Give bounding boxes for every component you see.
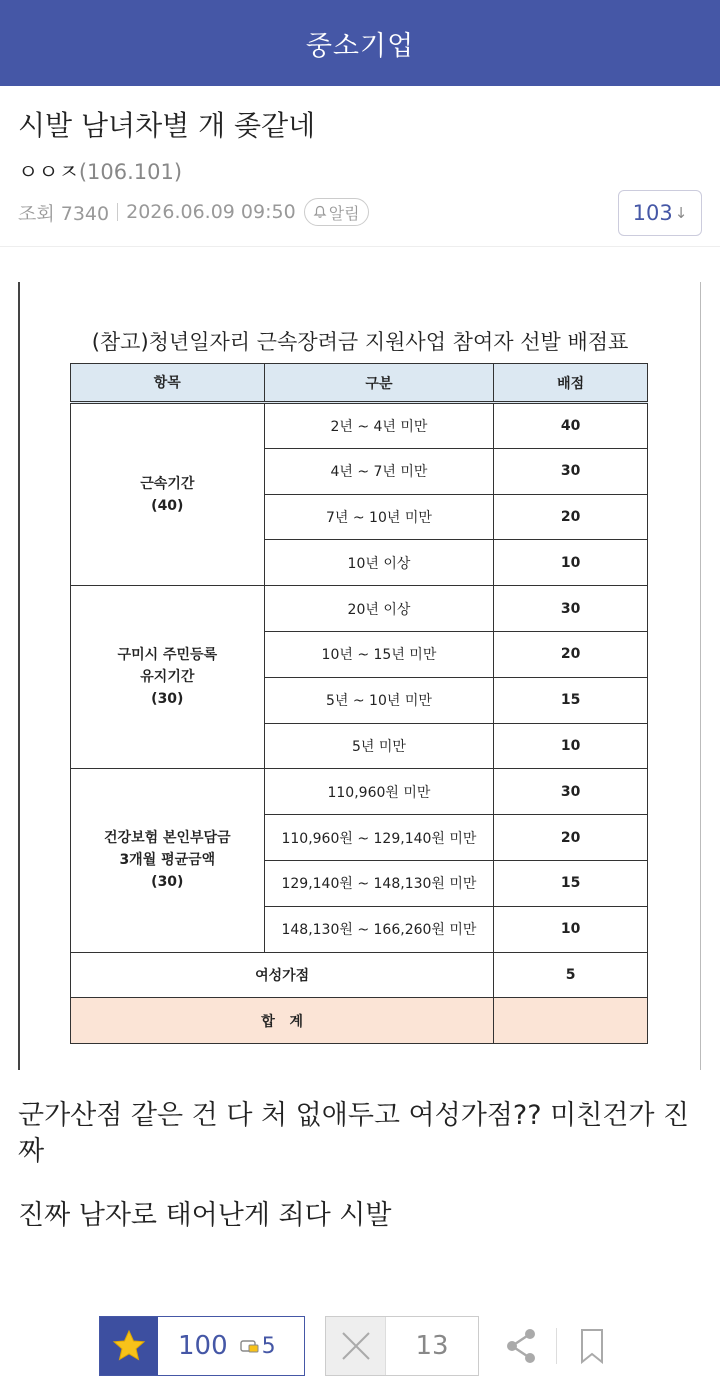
table-header-score: 배점 (494, 364, 648, 403)
total-label-cell: 합 계 (71, 998, 494, 1044)
table-header-division: 구분 (264, 364, 494, 403)
division-cell: 10년 ~ 15년 미만 (264, 631, 494, 677)
fix-recommend (240, 1317, 276, 1375)
score-cell: 30 (494, 586, 648, 632)
category-line: (30) (151, 874, 184, 891)
post-title: 시발 남녀차별 개 좆같네 (18, 109, 316, 142)
table-row (71, 403, 648, 449)
category-cell (71, 403, 265, 586)
alarm-label: 알림 (328, 203, 360, 223)
alarm-button[interactable] (304, 198, 369, 226)
x-button[interactable] (326, 1317, 386, 1375)
score-cell: 20 (494, 631, 648, 677)
star-icon (112, 1329, 146, 1363)
arrow-down-icon: ↓ (674, 204, 688, 222)
header-divider (0, 246, 720, 247)
table-row (71, 769, 648, 815)
table-header-item: 항목 (71, 364, 265, 403)
post-author[interactable] (18, 156, 182, 186)
fix-count: 5 (261, 1333, 276, 1359)
post-datetime: 2026.06.09 09:50 (126, 201, 296, 223)
division-cell: 20년 이상 (264, 586, 494, 632)
score-table (70, 363, 648, 1044)
post-body-paragraph: 군가산점 같은 건 다 처 없애두고 여성가점?? 미친건가 진짜 (18, 1100, 690, 1167)
comment-count: 103 (632, 201, 673, 225)
share-icon[interactable] (505, 1328, 537, 1364)
category-cell (71, 586, 265, 769)
not-recommend-button[interactable] (325, 1316, 479, 1376)
comment-count-button[interactable] (618, 190, 702, 236)
author-ip: (106.101) (78, 160, 183, 184)
bonus-label-cell: 여성가점 (71, 952, 494, 998)
total-score-cell (494, 998, 648, 1044)
post-body-paragraph: 진짜 남자로 태어난게 죄다 시발 (18, 1200, 392, 1231)
gallery-title[interactable]: 중소기업 (305, 30, 415, 62)
image-border-left (18, 282, 20, 1070)
score-cell: 40 (494, 403, 648, 449)
score-cell: 10 (494, 906, 648, 952)
recommend-button[interactable] (99, 1316, 305, 1376)
image-border-right (700, 282, 701, 1070)
category-line: 3개월 평균금액 (119, 852, 216, 869)
action-divider (556, 1328, 557, 1364)
division-cell: 4년 ~ 7년 미만 (264, 448, 494, 494)
score-cell: 20 (494, 815, 648, 861)
bookmark-icon[interactable] (580, 1328, 604, 1364)
category-line: 구미시 주민등록 (117, 647, 218, 664)
meta-divider (117, 203, 118, 221)
category-line: 근속기간 (140, 475, 195, 492)
fix-icon (240, 1338, 260, 1354)
x-icon (339, 1329, 373, 1363)
table-row-bonus (71, 952, 648, 998)
score-cell: 20 (494, 494, 648, 540)
top-bar (0, 0, 720, 86)
not-recommend-count: 13 (415, 1331, 449, 1361)
category-line: 건강보험 본인부담금 (104, 830, 231, 847)
score-cell: 10 (494, 540, 648, 586)
category-line: (30) (151, 691, 184, 708)
view-count: 조회 7340 (18, 202, 110, 225)
bell-icon (313, 205, 327, 219)
table-row (71, 586, 648, 632)
score-cell: 30 (494, 448, 648, 494)
category-cell (71, 769, 265, 952)
division-cell: 5년 ~ 10년 미만 (264, 677, 494, 723)
score-cell: 15 (494, 677, 648, 723)
score-cell: 10 (494, 723, 648, 769)
division-cell: 7년 ~ 10년 미만 (264, 494, 494, 540)
score-cell: 30 (494, 769, 648, 815)
division-cell: 10년 이상 (264, 540, 494, 586)
division-cell: 110,960원 ~ 129,140원 미만 (264, 815, 494, 861)
author-nickname[interactable]: ㅇㅇㅈ (18, 160, 79, 184)
division-cell: 5년 미만 (264, 723, 494, 769)
category-line: (40) (151, 497, 184, 514)
recommend-count: 100 (178, 1331, 228, 1361)
division-cell: 148,130원 ~ 166,260원 미만 (264, 906, 494, 952)
bonus-score-cell: 5 (494, 952, 648, 998)
post-meta (18, 198, 369, 226)
division-cell: 129,140원 ~ 148,130원 미만 (264, 860, 494, 906)
table-row-total (71, 998, 648, 1044)
score-cell: 15 (494, 860, 648, 906)
category-line: 유지기간 (140, 669, 195, 686)
star-button[interactable] (100, 1317, 158, 1375)
division-cell: 2년 ~ 4년 미만 (264, 403, 494, 449)
division-cell: 110,960원 미만 (264, 769, 494, 815)
image-table-caption: (참고)청년일자리 근속장려금 지원사업 참여자 선발 배점표 (91, 330, 629, 354)
post-actions (0, 1316, 720, 1376)
